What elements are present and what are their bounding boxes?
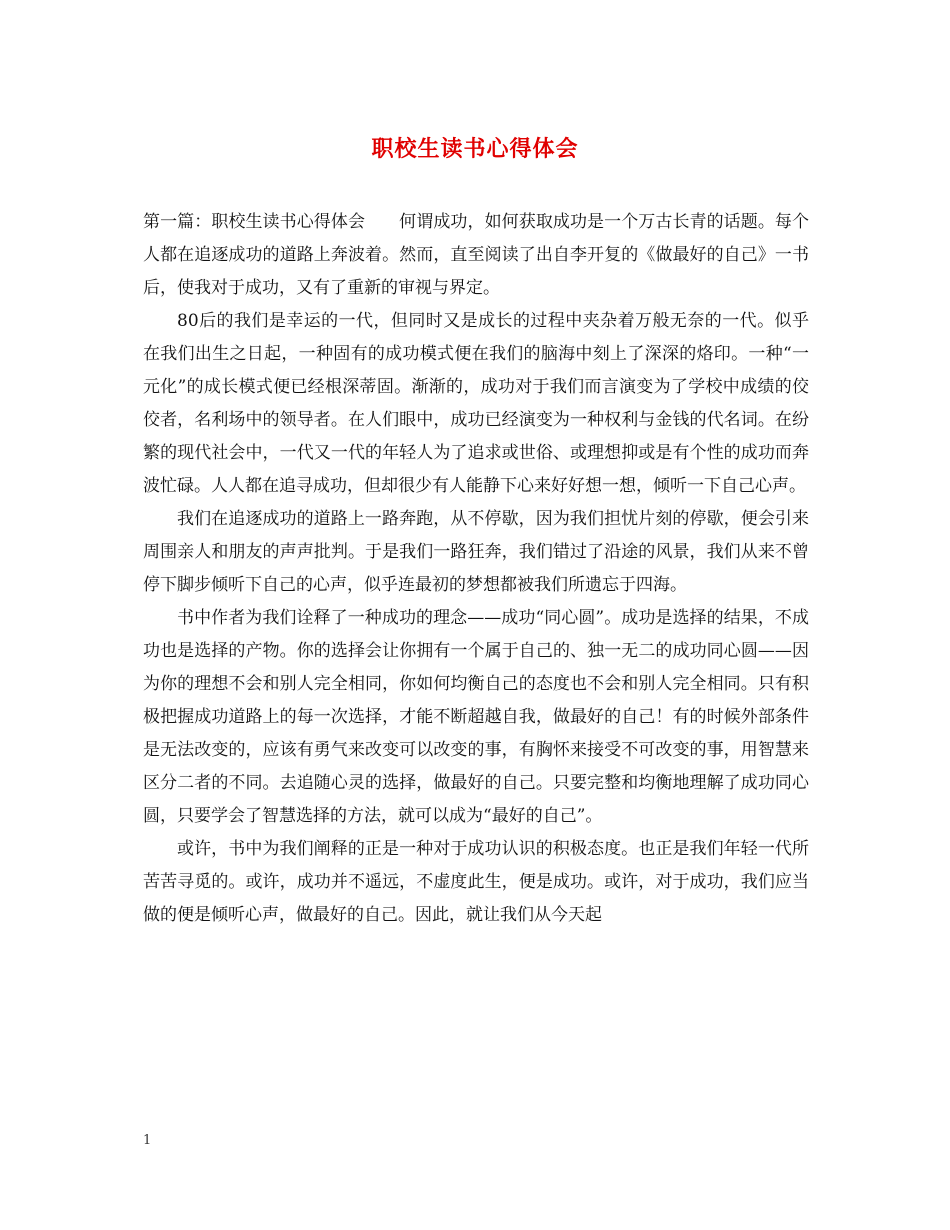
- document-body: [143, 206, 809, 932]
- paragraph-2: 80后的我们是幸运的一代，但同时又是成长的过程中夹杂着万般无奈的一代。似乎在我们出生之日起，一种固有的成功模式便在我们的脑海中刻上了深深的烙印。一种“一元化”的成长模式便已经根深蒂固。渐渐的，成功对于我们而言演变为了学校中成绩的佼佼者，名利场中的领导者。在人们眼中，成功已经演变为一种权利与金钱的代名词。在纷繁的现代社会中，一代又一代的年轻人为了追求或世俗、或理想抑或是有个性的成功而奔波忙碌。人人都在追寻成功，但却很少有人能静下心来好好想一想，倾听一下自己心声。: [143, 311, 809, 496]
- paragraph-1: 第一篇：职校生读书心得体会 何谓成功，如何获取成功是一个万古长青的话题。每个人都在追逐成功的道路上奔波着。然而，直至阅读了出自李开复的《做最好的自己》一书后，使我对于成功，又有了重新的审视与界定。: [143, 212, 809, 298]
- paragraph-4: 书中作者为我们诠释了一种成功的理念——成功“同心圆”。成功是选择的结果，不成功也是选择的产物。你的选择会让你拥有一个属于自己的、独一无二的成功同心圆——因为你的理想不会和别人完全相同，你如何均衡自己的态度也不会和别人完全相同。只有积极把握成功道路上的每一次选择，才能不断超越自我，做最好的自己！有的时候外部条件是无法改变的，应该有勇气来改变可以改变的事，有胸怀来接受不可改变的事，用智慧来区分二者的不同。去追随心灵的选择，做最好的自己。只要完整和均衡地理解了成功同心圆，只要学会了智慧选择的方法，就可以成为“最好的自己”。: [143, 608, 809, 826]
- page-number: 1: [143, 1133, 152, 1148]
- paragraph-3: 我们在追逐成功的道路上一路奔跑，从不停歇，因为我们担忧片刻的停歇，便会引来周围亲人和朋友的声声批判。于是我们一路狂奔，我们错过了沿途的风景，我们从来不曾停下脚步倾听下自己的心声，似乎连最初的梦想都被我们所遗忘于四海。: [143, 509, 809, 595]
- document-title: 职校生读书心得体会: [371, 136, 579, 162]
- paragraph-5: 或许，书中为我们阐释的正是一种对于成功认识的积极态度。也正是我们年轻一代所苦苦寻觅的。或许，成功并不遥远，不虚度此生，便是成功。或许，对于成功，我们应当做的便是倾听心声，做最好的自己。因此，就让我们从今天起: [143, 839, 809, 925]
